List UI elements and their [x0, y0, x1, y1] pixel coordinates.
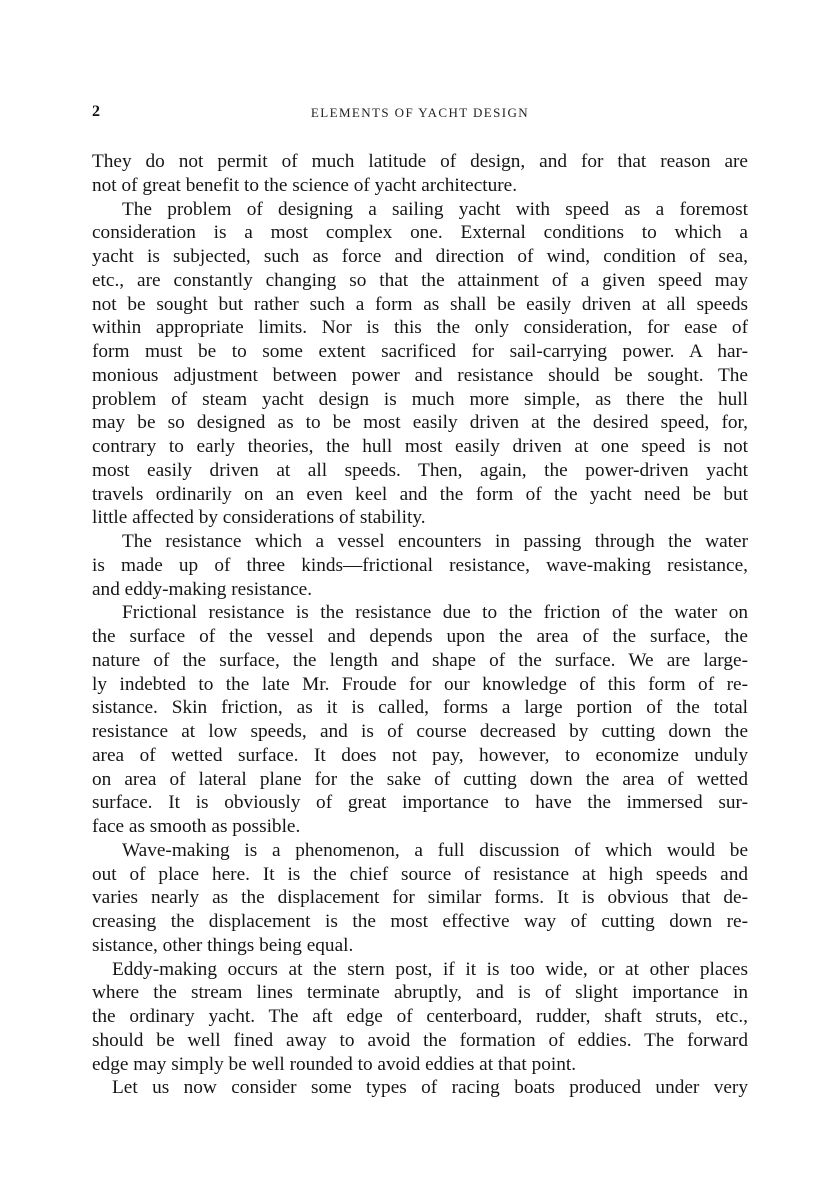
text-line: the surface of the vessel and depends upon the area of the surface, the [92, 626, 748, 647]
text-line: surface. It is obviously of great importance to have the immersed sur- [92, 792, 748, 814]
text-line: Frictional resistance is the resistance due to the friction of the water on [122, 602, 748, 624]
text-line: resistance at low speeds, and is of course decreased by cutting down the [92, 721, 748, 742]
text-line: nature of the surface, the length and shape of the surface. We are large- [92, 649, 748, 671]
page-header [92, 103, 748, 125]
text-line: may be so designed as to be most easily driven at the desired speed, for, [92, 412, 748, 434]
text-line: edge may simply be well rounded to avoid eddies at that point. [92, 1053, 577, 1075]
text-line: Wave-making is a phenomenon, a full discussion of which would be [122, 839, 748, 861]
text-line: area of wetted surface. It does not pay, however, to economize unduly [92, 744, 748, 766]
text-line: not of great benefit to the science of yacht architecture. [92, 174, 518, 196]
text-line: varies nearly as the displacement for similar forms. It is obvious that de- [92, 887, 748, 909]
text-line: little affected by considerations of stability. [92, 507, 426, 529]
text-line: on area of lateral plane for the sake of cutting down the area of wetted [92, 768, 748, 790]
text-line: out of place here. It is the chief source of resistance at high speeds and [92, 863, 748, 885]
text-line: The resistance which a vessel encounters in passing through the water [122, 531, 748, 552]
text-line: monious adjustment between power and resistance should be sought. The [92, 364, 748, 386]
text-line: within appropriate limits. Nor is this the only consideration, for ease of [92, 317, 748, 339]
text-line: creasing the displacement is the most effective way of cutting down re- [92, 911, 748, 932]
text-line: is made up of three kinds—frictional resistance, wave-making resistance, [92, 554, 748, 576]
text-line: most easily driven at all speeds. Then, again, the power-driven yacht [92, 459, 748, 481]
text-line: sistance. Skin friction, as it is called, forms a large portion of the total [92, 697, 748, 719]
text-line: where the stream lines terminate abruptly, and is of slight importance in [92, 982, 748, 1004]
text-line: face as smooth as possible. [92, 816, 301, 837]
body-text [92, 150, 748, 1100]
text-line: consideration is a most complex one. External conditions to which a [92, 222, 748, 244]
text-line: form must be to some extent sacrificed for sail-carrying power. A har- [92, 341, 748, 362]
text-line: should be well fined away to avoid the formation of eddies. The forward [92, 1029, 748, 1051]
text-line: Let us now consider some types of racing boats produced under very [112, 1077, 748, 1099]
text-line: Eddy-making occurs at the stern post, if it is too wide, or at other places [112, 958, 748, 980]
text-line: The problem of designing a sailing yacht with speed as a foremost [122, 198, 748, 220]
text-line: contrary to early theories, the hull most easily driven at one speed is not [92, 436, 748, 457]
text-line: They do not permit of much latitude of design, and for that reason are [92, 151, 748, 172]
page-number: 2 [92, 103, 100, 120]
running-head: ELEMENTS OF YACHT DESIGN [310, 105, 530, 120]
text-line: etc., are constantly changing so that the attainment of a given speed may [92, 269, 748, 291]
text-line: the ordinary yacht. The aft edge of centerboard, rudder, shaft struts, etc., [92, 1006, 748, 1027]
text-line: ly indebted to the late Mr. Froude for our knowledge of this form of re- [92, 673, 748, 695]
text-line: and eddy-making resistance. [92, 578, 313, 600]
text-line: yacht is subjected, such as force and direction of wind, condition of sea, [92, 246, 748, 267]
text-line: not be sought but rather such a form as shall be easily driven at all speeds [92, 293, 748, 315]
text-line: sistance, other things being equal. [92, 934, 354, 956]
text-line: problem of steam yacht design is much more simple, as there the hull [92, 388, 748, 410]
text-line: travels ordinarily on an even keel and the form of the yacht need be but [92, 483, 748, 505]
